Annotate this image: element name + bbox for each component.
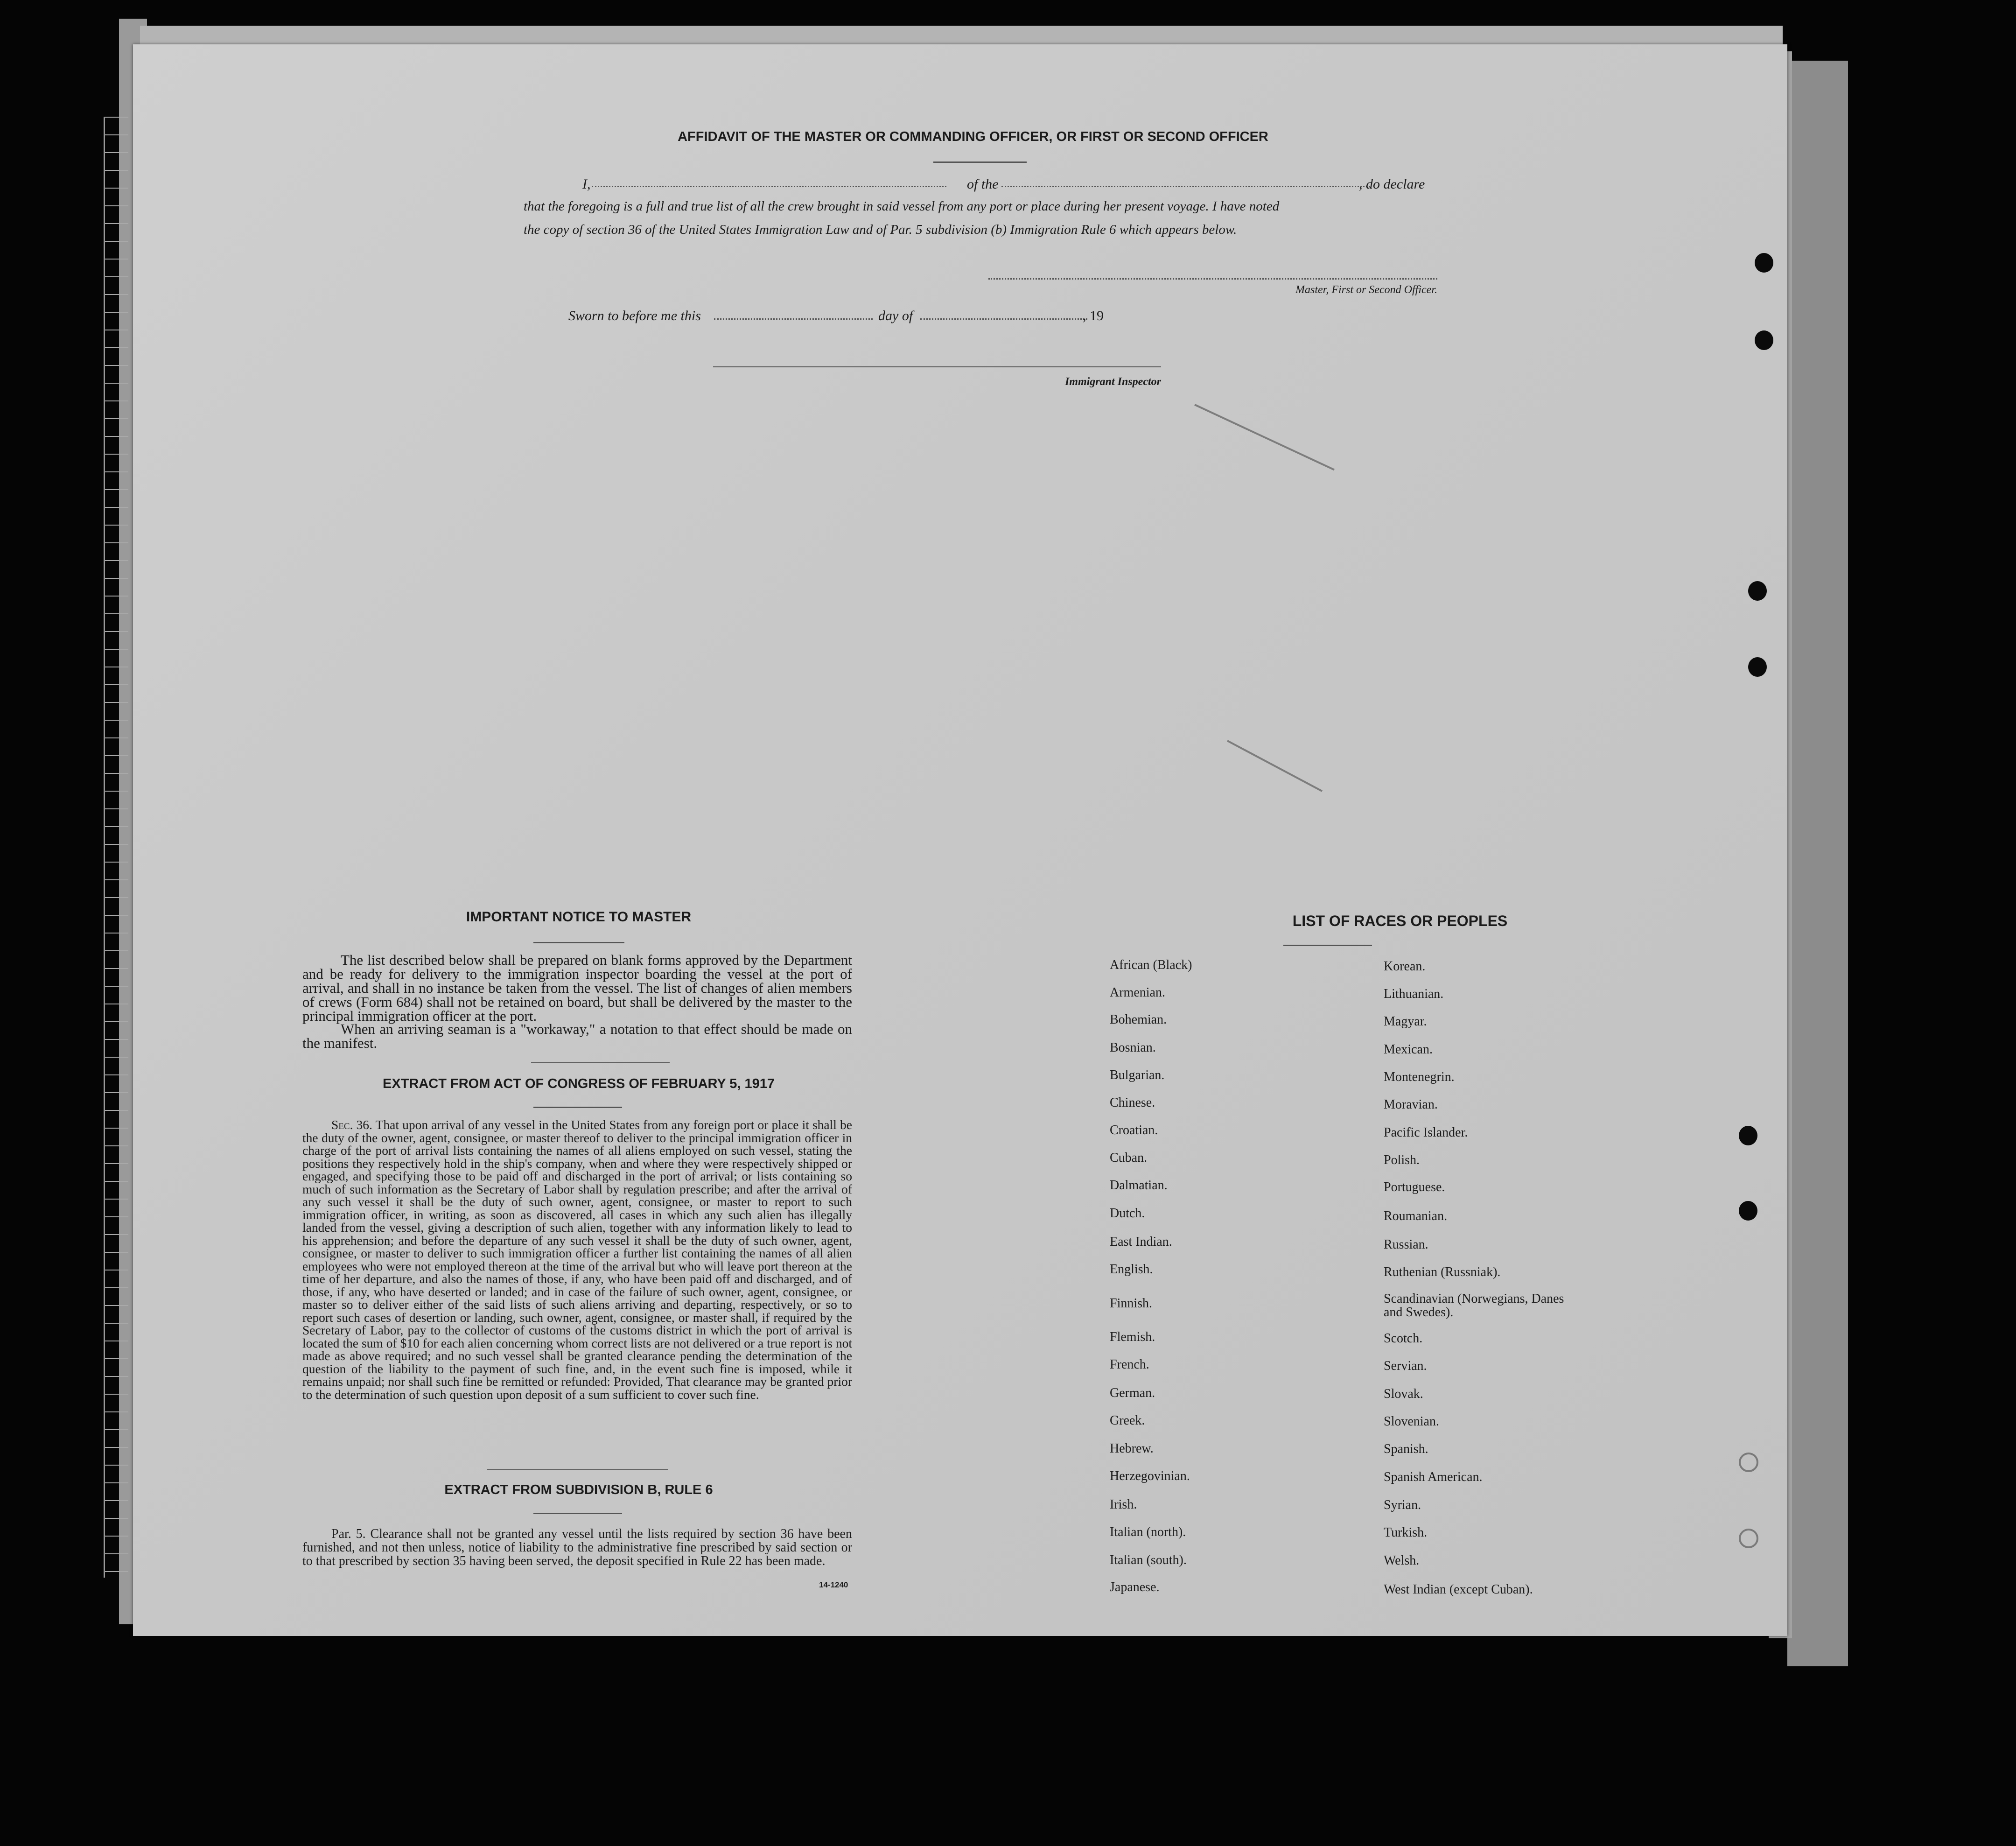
races-divider — [1283, 945, 1372, 946]
race-item: Lithuanian. — [1384, 987, 1444, 1001]
affidavit-line-2: the copy of section 36 of the United States Immigration Law and of Par. 5 subdivision (b) Immigration Rule 6 which appears below. — [524, 222, 1237, 237]
race-item: Scandinavian (Norwegians, Danes and Swedes). — [1384, 1291, 1564, 1320]
race-item: Montenegrin. — [1384, 1070, 1455, 1084]
section-divider — [531, 1062, 670, 1063]
race-item: Japanese. — [1110, 1580, 1160, 1594]
race-item: Dutch. — [1110, 1206, 1145, 1221]
notice-title: IMPORTANT NOTICE TO MASTER — [466, 909, 692, 925]
race-item: Greek. — [1110, 1413, 1145, 1428]
race-item: Syrian. — [1384, 1498, 1421, 1512]
race-item: French. — [1110, 1357, 1149, 1372]
race-item: Welsh. — [1384, 1553, 1420, 1568]
race-item: Dalmatian. — [1110, 1178, 1168, 1193]
binder-hole — [1739, 1201, 1757, 1221]
race-item: Polish. — [1384, 1153, 1420, 1167]
affidavit-do-declare: , do declare — [1359, 176, 1425, 192]
section-divider — [487, 1469, 668, 1470]
race-item: Irish. — [1110, 1497, 1137, 1512]
race-item: Slovak. — [1384, 1387, 1423, 1401]
inspector-signature-line[interactable] — [713, 366, 1161, 367]
binder-hole — [1739, 1126, 1757, 1145]
race-item: Italian (south). — [1110, 1553, 1187, 1567]
race-item: Moravian. — [1384, 1097, 1438, 1112]
binder-hole — [1739, 1453, 1758, 1472]
binder-hole — [1748, 657, 1767, 677]
binder-hole — [1755, 330, 1773, 350]
rule-extract-text: Par. 5. Clearance shall not be granted any vessel until the lists required by section 36 have been furnished, and not then unless, notice of liability to the administrative fine prescribed by said section or to that prescribed by section 35 having been served, the deposit specified in Rule 22 has been made. — [302, 1527, 852, 1568]
sworn-label: Sworn to before me this — [568, 308, 701, 323]
year-label: , 19 — [1083, 308, 1104, 323]
ruled-margin — [104, 117, 129, 1578]
sworn-day-blank[interactable] — [714, 318, 873, 320]
race-item: Spanish American. — [1384, 1470, 1483, 1484]
affidavit-line-1: that the foregoing is a full and true list of all the crew brought in said vessel from any port or place during her present voyage. I have noted — [524, 199, 1280, 214]
sec-label: Sec. 36. — [331, 1117, 372, 1132]
day-of-label: day of — [878, 308, 913, 323]
race-item: Bosnian. — [1110, 1040, 1156, 1055]
race-item: Herzegovinian. — [1110, 1469, 1190, 1483]
officer-signature-line[interactable] — [988, 278, 1437, 280]
race-item: Armenian. — [1110, 985, 1165, 1000]
race-item: Roumanian. — [1384, 1209, 1448, 1223]
race-item: Chinese. — [1110, 1095, 1155, 1110]
race-item: African (Black) — [1110, 958, 1192, 972]
race-item: Russian. — [1384, 1237, 1428, 1252]
page-stack-right — [1787, 61, 1848, 1666]
race-item: Pacific Islander. — [1384, 1125, 1468, 1140]
sworn-month-blank[interactable] — [920, 318, 1087, 320]
rule-divider — [533, 1513, 622, 1514]
race-item: Spanish. — [1384, 1442, 1428, 1456]
affidavit-title: AFFIDAVIT OF THE MASTER OR COMMANDING OFFICER, OR FIRST OR SECOND OFFICER — [678, 129, 1268, 144]
act-extract-body: That upon arrival of any vessel in the United States from any foreign port or place it shall be the duty of the owner, agent, consignee, or master thereof to deliver to the principal immigration officer in charge of the port of arrival lists containing the names of all aliens employed on such vessel, stating the positions they respectively hold in the ship's company, when and where they were respectively shipped or engaged, and specifying those to be paid off and discharged in the port of arrival; or lists containing so much of such information as the Secretary of Labor shall by regulation prescribe; and after the arrival of any such vessel it shall be the duty of such owner, agent, consignee, or master to report to such immigration officer, in writing, as soon as discovered, all cases in which any such alien has illegally landed from the vessel, giving a description of such alien, together with any information likely to lead to his apprehension; and before the departure of any such vessel it shall be the duty of such owner, agent, consignee, or master to deliver to such immigration officer a further list containing the names of all alien employees who were not employed thereon at the time of the arrival but who will leave port thereon at the time of her departure, and also the names of those, if any, who have been paid off and discharged, and of those, if any, who have deserted or landed; and in case of the failure of such owner, agent, consignee, or master so to deliver either of the said lists of such aliens arriving and departing, respectively, or so to report such cases of desertion or landing, such owner, agent, consignee, or master shall, if required by the Secretary of Labor, pay to the collector of customs of the customs district in which the port of arrival is located the sum of $10 for each alien concerning whom correct lists are not delivered or a true report is not made as above required; and no such vessel shall be granted clearance pending the determination of the question of the liability to the payment of such fine, and, in the event such fine is imposed, while it remains unpaid; nor shall such fine be remitted or refunded: Provided, That clearance may be granted prior to the determination of such question upon deposit of a sum sufficient to cover such fine. — [302, 1117, 852, 1402]
affidavit-i-label: I, — [582, 176, 591, 192]
act-extract-title: EXTRACT FROM ACT OF CONGRESS OF FEBRUARY 5, 1917 — [382, 1076, 775, 1091]
race-item: East Indian. — [1110, 1235, 1172, 1249]
binder-hole — [1739, 1529, 1758, 1548]
name-blank[interactable] — [592, 186, 946, 187]
race-item: West Indian (except Cuban). — [1384, 1582, 1533, 1597]
race-item: Bohemian. — [1110, 1012, 1167, 1027]
affidavit-of-the-label: of the — [967, 176, 999, 192]
race-item: Mexican. — [1384, 1042, 1433, 1057]
title-divider — [933, 161, 1027, 163]
race-item: Servian. — [1384, 1359, 1427, 1373]
race-item: Korean. — [1384, 959, 1426, 974]
form-number: 14-1240 — [819, 1580, 848, 1589]
races-title: LIST OF RACES OR PEOPLES — [1292, 912, 1508, 929]
act-extract-text — [302, 1118, 852, 1401]
notice-paragraph-1: The list described below shall be prepared on blank forms approved by the Department and be ready for delivery to the immigration inspector boarding the vessel at the port of arrival, and shall in no instance be taken from the vessel. The list of changes of alien members of crews (Form 684) shall not be retained on board, but shall be delivered by the master to the principal immigration officer at the port. — [302, 952, 852, 1024]
race-item: Magyar. — [1384, 1014, 1427, 1029]
notice-divider — [533, 942, 624, 943]
inspector-caption: Immigrant Inspector — [1064, 376, 1161, 388]
act-divider — [533, 1107, 622, 1108]
race-item: Flemish. — [1110, 1330, 1155, 1344]
race-item: Cuban. — [1110, 1151, 1148, 1165]
race-item: Portuguese. — [1384, 1180, 1445, 1194]
notice-paragraph-2: When an arriving seaman is a "workaway," a notation to that effect should be made on the manifest. — [302, 1021, 852, 1051]
race-item: Ruthenian (Russniak). — [1384, 1265, 1501, 1279]
race-item: Turkish. — [1384, 1525, 1428, 1540]
binder-hole — [1748, 581, 1767, 601]
race-item: English. — [1110, 1262, 1153, 1277]
race-item: Finnish. — [1110, 1296, 1153, 1311]
binder-hole — [1755, 253, 1773, 273]
race-item: Croatian. — [1110, 1123, 1158, 1137]
race-item: Bulgarian. — [1110, 1068, 1165, 1082]
race-item: Hebrew. — [1110, 1441, 1154, 1456]
officer-signature-caption: Master, First or Second Officer. — [1295, 284, 1437, 296]
race-item: Slovenian. — [1384, 1414, 1439, 1429]
vessel-blank[interactable] — [1001, 186, 1370, 187]
race-item: Italian (north). — [1110, 1525, 1186, 1539]
race-item: German. — [1110, 1386, 1155, 1400]
race-item: Scotch. — [1384, 1331, 1423, 1346]
rule-extract-title: EXTRACT FROM SUBDIVISION B, RULE 6 — [444, 1482, 713, 1497]
